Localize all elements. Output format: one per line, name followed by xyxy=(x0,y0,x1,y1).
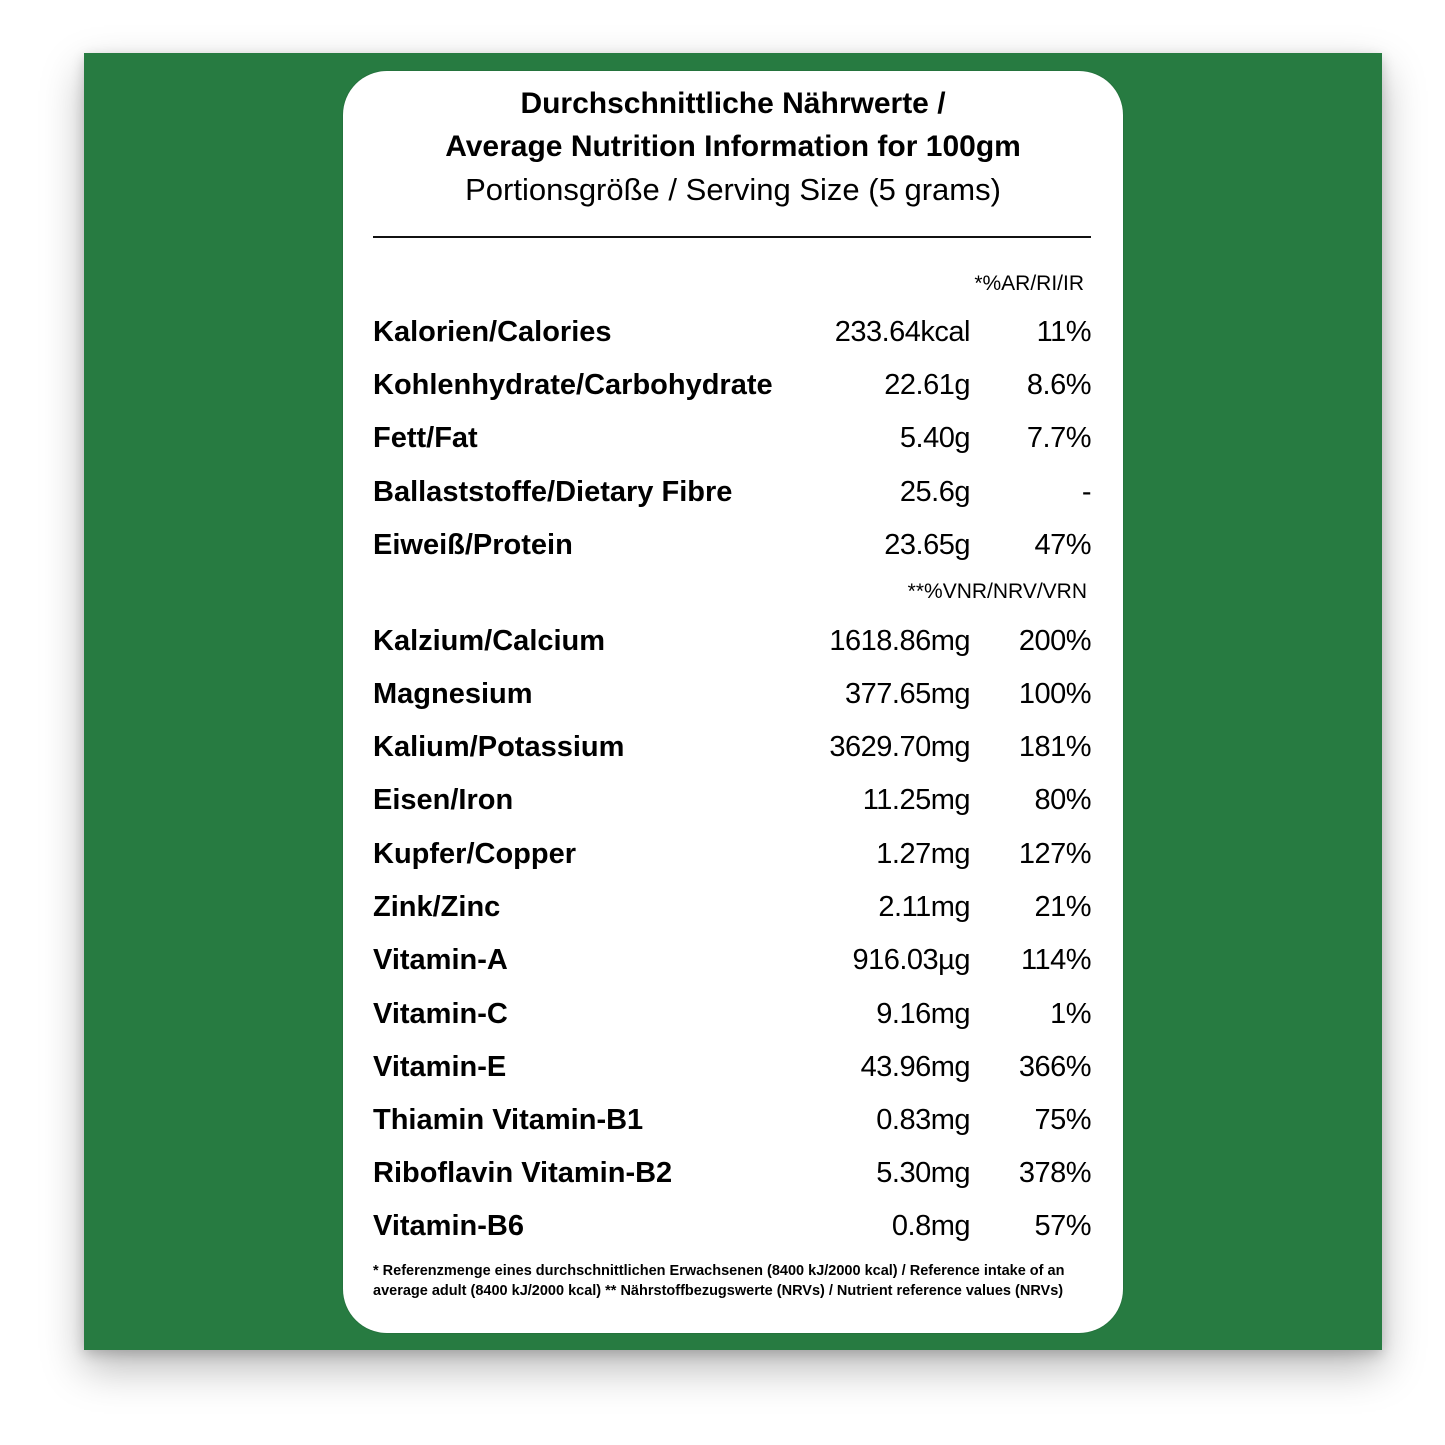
nutrient-name: Kohlenhydrate/Carbohydrate xyxy=(373,369,773,401)
nutrient-row-vitamin-c xyxy=(373,994,1091,1034)
nutrient-row-iron xyxy=(373,780,1091,820)
nutrient-percent: 181% xyxy=(1018,731,1091,763)
nutrient-percent: 21% xyxy=(1034,891,1091,923)
nutrient-row-magnesium xyxy=(373,674,1091,714)
nutrient-amount: 23.65g xyxy=(884,529,970,561)
nutrient-name: Thiamin Vitamin-B1 xyxy=(373,1104,644,1136)
nutrient-percent: 8.6% xyxy=(1026,369,1091,401)
nutrient-name: Riboflavin Vitamin-B2 xyxy=(373,1157,673,1189)
nutrient-name: Kalzium/Calcium xyxy=(373,625,606,657)
nutrient-amount: 3629.70mg xyxy=(829,731,970,763)
nutrient-row-calcium xyxy=(373,621,1091,661)
nutrient-amount: 1618.86mg xyxy=(829,625,970,657)
nutrient-reference-value-label: **%VNR/NRV/VRN xyxy=(907,580,1087,603)
nutrient-name: Vitamin-E xyxy=(373,1051,507,1083)
serving-size: Portionsgröße / Serving Size (5 grams) xyxy=(465,172,1001,207)
nutrient-row-calories xyxy=(373,312,1091,352)
nutrient-row-fat xyxy=(373,418,1091,458)
nutrient-percent: 100% xyxy=(1018,678,1091,710)
nutrient-amount: 916.03µg xyxy=(852,944,970,976)
title-english: Average Nutrition Information for 100gm xyxy=(445,130,1021,163)
header-divider xyxy=(373,236,1091,238)
title-german: Durchschnittliche Nährwerte / xyxy=(520,87,946,120)
nutrient-amount: 2.11mg xyxy=(878,891,970,923)
nutrient-name: Kalorien/Calories xyxy=(373,316,612,348)
nutrient-name: Magnesium xyxy=(373,678,533,710)
nutrient-percent: 47% xyxy=(1034,529,1091,561)
nutrient-name: Eisen/Iron xyxy=(373,784,514,816)
nutrient-percent: 366% xyxy=(1018,1051,1091,1083)
nutrient-amount: 233.64kcal xyxy=(834,316,970,348)
nutrient-amount: 11.25mg xyxy=(862,784,970,816)
nutrient-name: Eiweiß/Protein xyxy=(373,529,573,561)
nutrient-percent: 7.7% xyxy=(1026,422,1091,454)
nutrient-name: Zink/Zinc xyxy=(373,891,501,923)
nutrient-amount: 22.61g xyxy=(884,369,970,401)
nutrient-percent: 378% xyxy=(1018,1157,1091,1189)
nutrient-amount: 5.30mg xyxy=(876,1157,970,1189)
nutrient-row-zinc xyxy=(373,887,1091,927)
nutrient-amount: 43.96mg xyxy=(860,1051,970,1083)
nutrient-amount: 377.65mg xyxy=(845,678,970,710)
nutrient-amount: 9.16mg xyxy=(876,998,970,1030)
nutrient-amount: 5.40g xyxy=(899,422,970,454)
nutrient-name: Kupfer/Copper xyxy=(373,838,576,870)
nutrient-name: Vitamin-A xyxy=(373,944,508,976)
nutrient-amount: 25.6g xyxy=(899,476,970,508)
nutrient-percent: 114% xyxy=(1020,944,1091,976)
nutrient-row-vitamin-e xyxy=(373,1047,1091,1087)
nutrient-row-carbohydrate xyxy=(373,365,1091,405)
nutrient-percent: - xyxy=(1081,476,1091,508)
nutrient-percent: 127% xyxy=(1018,838,1091,870)
nutrient-name: Ballaststoffe/Dietary Fibre xyxy=(373,476,733,508)
nutrient-name: Vitamin-B6 xyxy=(373,1210,524,1242)
nutrient-name: Fett/Fat xyxy=(373,422,478,454)
nutrient-name: Kalium/Potassium xyxy=(373,731,625,763)
nutrient-percent: 75% xyxy=(1034,1104,1091,1136)
nutrient-percent: 200% xyxy=(1018,625,1091,657)
nutrient-row-potassium xyxy=(373,727,1091,767)
nutrient-row-fibre xyxy=(373,472,1091,512)
nutrient-percent: 57% xyxy=(1034,1210,1091,1242)
nutrient-percent: 80% xyxy=(1034,784,1091,816)
nutrient-percent: 11% xyxy=(1036,316,1091,348)
nutrient-row-vitamin-b6 xyxy=(373,1206,1091,1246)
nutrient-name: Vitamin-C xyxy=(373,998,508,1030)
nutrient-amount: 0.8mg xyxy=(891,1210,970,1242)
nutrient-row-vitamin-b2 xyxy=(373,1153,1091,1193)
nutrient-row-copper xyxy=(373,834,1091,874)
reference-intake-label: *%AR/RI/IR xyxy=(974,272,1084,295)
nutrient-row-protein xyxy=(373,525,1091,565)
nutrient-row-vitamin-b1 xyxy=(373,1100,1091,1140)
footnote: * Referenzmenge eines durchschnittlichen Erwachsenen (8400 kJ/2000 kcal) / Reference intake of an average adult (8400 kJ/2000 kcal) ** Nährstoffbezugswerte (NRVs) / Nutrient reference values (NRVs) xyxy=(373,1263,1065,1299)
nutrient-amount: 1.27mg xyxy=(876,838,970,870)
nutrient-percent: 1% xyxy=(1050,998,1091,1030)
nutrient-row-vitamin-a xyxy=(373,940,1091,980)
nutrient-amount: 0.83mg xyxy=(876,1104,970,1136)
